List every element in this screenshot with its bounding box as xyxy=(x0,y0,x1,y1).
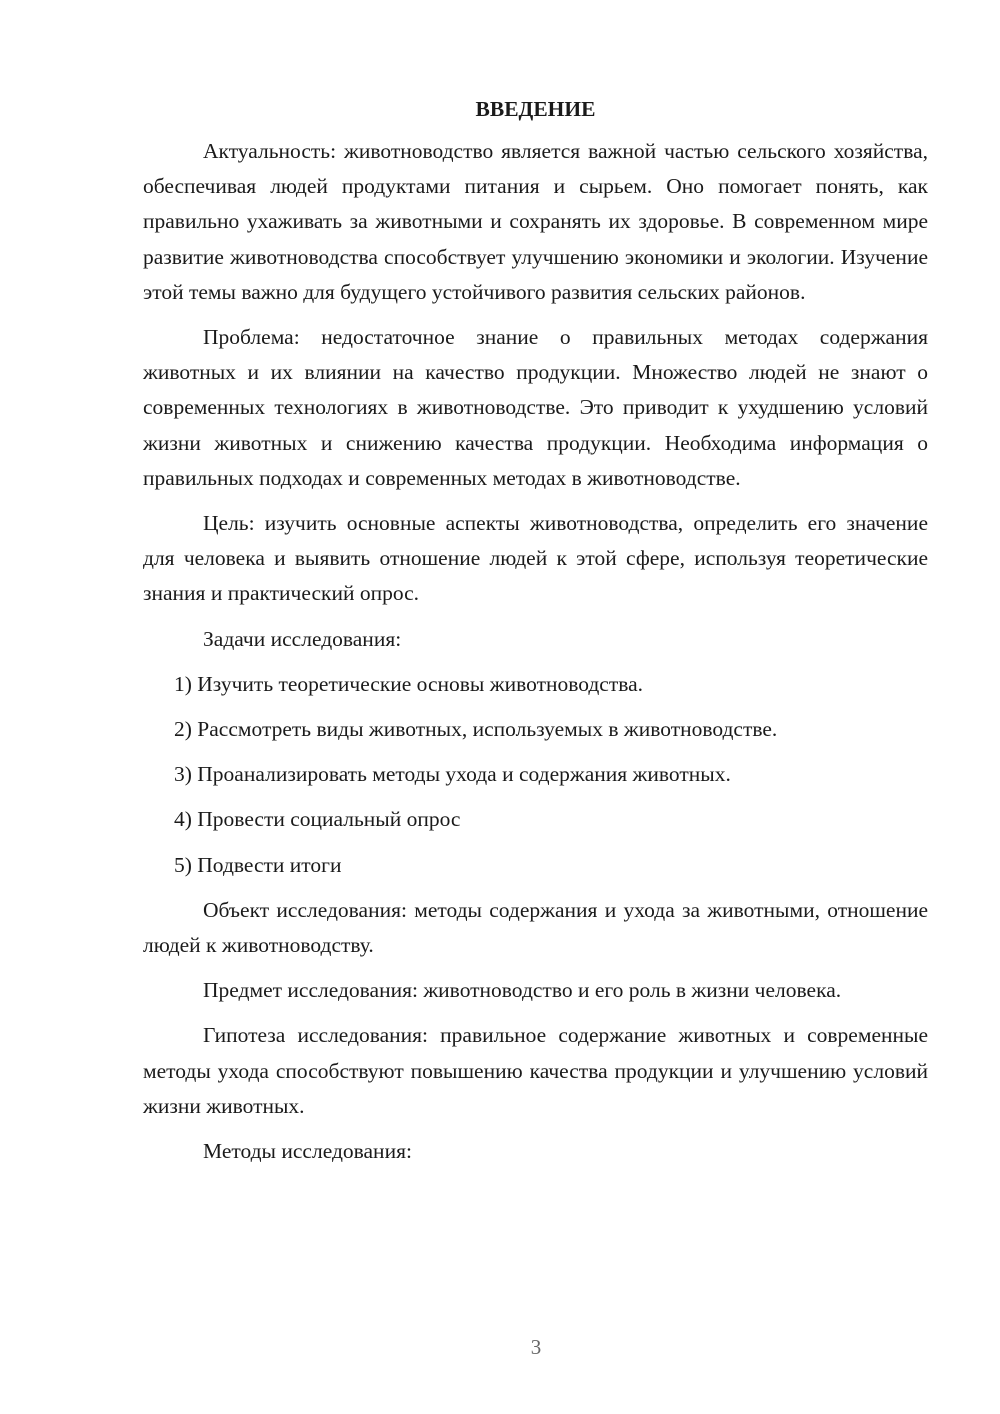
list-item: 2) Рассмотреть виды животных, используемых в животноводстве. xyxy=(174,717,778,742)
tasks-list xyxy=(143,667,928,883)
problem-paragraph: Проблема: недостаточное знание о правильных методах содержания животных и их влиянии на качество продукции. Множество людей не знают о современных технологиях в животноводстве. Это приводит к ухудшению условий жизни животных и снижению качества продукции. Необходима информация о правильных подходах и современных методах в животноводстве. xyxy=(143,325,928,490)
hypothesis-paragraph: Гипотеза исследования: правильное содержание животных и современные методы ухода способствуют повышению качества продукции и улучшению условий жизни животных. xyxy=(143,1023,928,1118)
object-paragraph: Объект исследования: методы содержания и ухода за животными, отношение людей к животноводству. xyxy=(143,897,928,958)
list-item: 5) Подвести итоги xyxy=(174,852,342,877)
page-number: 3 xyxy=(530,1335,542,1359)
list-item: 1) Изучить теоретические основы животноводства. xyxy=(174,671,644,696)
relevance-paragraph: Актуальность: животноводство является важной частью сельского хозяйства, обеспечивая людей продуктами питания и сырьем. Оно помогает понять, как правильно ухаживать за животными и сохранять их здоровье. В современном мире развитие животноводства способствует улучшению экономики и экологии. Изучение этой темы важно для будущего устойчивого развития сельских районов. xyxy=(143,139,928,304)
subject-paragraph: Предмет исследования: животноводство и его роль в жизни человека. xyxy=(203,978,842,1003)
methods-heading: Методы исследования: xyxy=(203,1139,412,1164)
list-item: 4) Провести социальный опрос xyxy=(174,807,461,832)
page-content xyxy=(143,92,928,1169)
page-title: ВВЕДЕНИЕ xyxy=(475,97,596,121)
tasks-heading: Задачи исследования: xyxy=(203,626,402,651)
goal-paragraph: Цель: изучить основные аспекты животноводства, определить его значение для человека и выявить отношение людей к этой сфере, используя теоретические знания и практический опрос. xyxy=(143,511,928,606)
list-item: 3) Проанализировать методы ухода и содержания животных. xyxy=(174,762,731,787)
